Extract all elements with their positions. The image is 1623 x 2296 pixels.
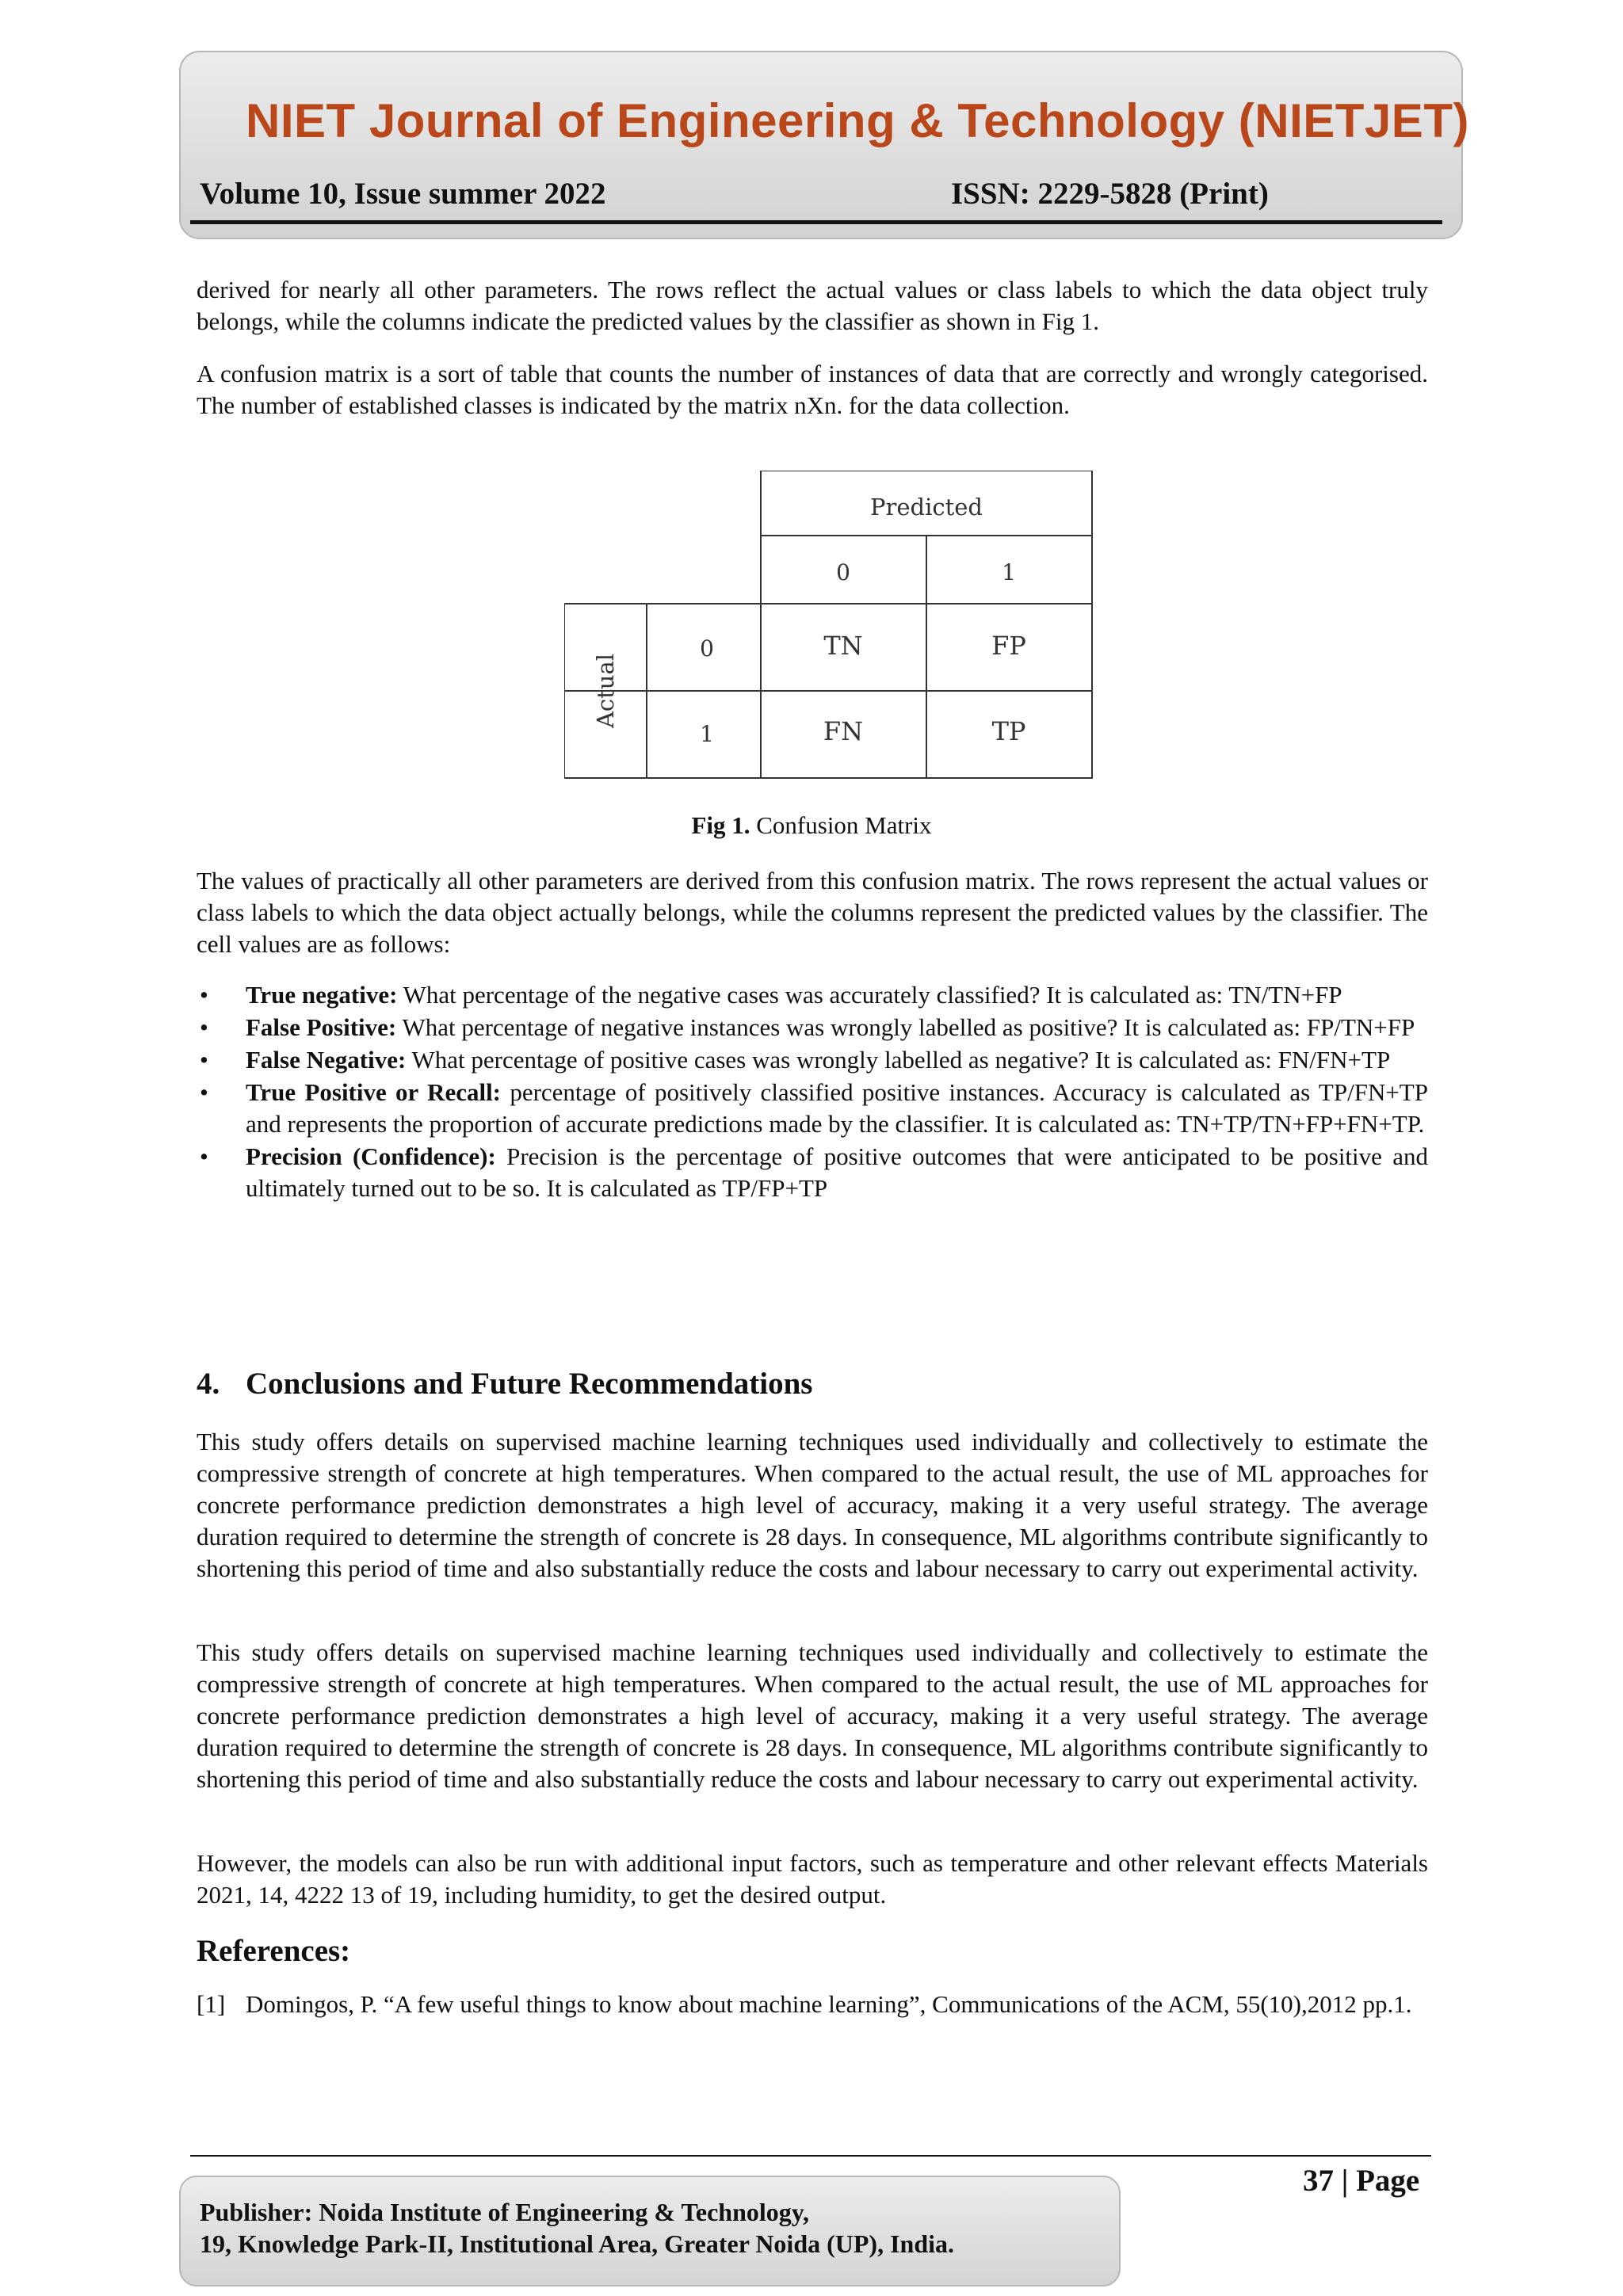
figure-caption-text: Confusion Matrix [750, 811, 932, 839]
column-header-1: 1 [1002, 559, 1016, 585]
publisher-address: 19, Knowledge Park-II, Institutional Area, Greater Noida (UP), India. [200, 2229, 955, 2258]
cell-tp: TP [991, 716, 1026, 746]
list-item-term: False Negative: [246, 1046, 407, 1074]
list-item-term: False Positive: [246, 1013, 397, 1041]
section-title: Conclusions and Future Recommendations [246, 1367, 813, 1401]
journal-title: NIET Journal of Engineering & Technology (NIETJET) [246, 94, 1469, 147]
list-item [197, 1012, 1428, 1043]
list-item-term: True negative: [246, 981, 398, 1009]
list-item-term: True Positive or Recall: [246, 1078, 502, 1106]
column-header-0: 0 [836, 559, 850, 585]
bullet-icon: • [200, 1046, 208, 1074]
section-number: 4. [197, 1367, 220, 1401]
bullet-icon: • [200, 1078, 208, 1106]
section-heading [197, 1366, 812, 1402]
footer-divider [190, 2155, 1431, 2157]
actual-label: Actual [592, 653, 619, 729]
volume-issue: Volume 10, Issue summer 2022 [200, 177, 606, 211]
list-item [197, 1141, 1428, 1204]
figure-caption-label: Fig 1. [691, 811, 750, 839]
references-heading: References: [197, 1934, 351, 1968]
list-item-text: Precision is the percentage of positive outcomes that were anticipated to be positive and ultimately turned out to be so. It is calculated as TP/FP+TP [246, 1142, 1428, 1202]
confusion-matrix-figure [564, 471, 1095, 781]
bullet-icon: • [200, 981, 208, 1009]
cell-fp: FP [991, 631, 1026, 661]
reference-number: [1] [197, 1990, 226, 2018]
list-item-text: What percentage of the negative cases was accurately classified? It is calculated as: TN/TN+FP [397, 981, 1342, 1009]
paragraph-cell-values: The values of practically all other parameters are derived from this confusion matrix. The rows represent the actual values or class labels to which the data object actually belongs, while the columns represent the predicted values by the classifier. The cell values are as follows: [197, 867, 1428, 958]
paragraph-conclusion-1: This study offers details on supervised machine learning techniques used individually and collectively to estimate the compressive strength of concrete at high temperatures. When compared to the actual result, the use of ML approaches for concrete performance prediction demonstrates a high level of accuracy, making it a very useful strategy. The average duration required to determine the strength of concrete is 28 days. In consequence, ML algorithms contribute significantly to shortening this period of time and also substantially reduce the costs and labour necessary to carry out experimental activity. [197, 1428, 1428, 1582]
list-item [197, 1044, 1428, 1076]
paragraph-intro-2: A confusion matrix is a sort of table that counts the number of instances of data that are correctly and wrongly categorised. The number of established classes is indicated by the matrix nXn. for the data collection. [197, 360, 1428, 419]
predicted-label: Predicted [870, 494, 983, 521]
cell-fn: FN [823, 716, 864, 746]
row-header-0: 0 [700, 635, 714, 662]
row-header-1: 1 [700, 721, 714, 747]
paragraph-intro-1: derived for nearly all other parameters. The rows reflect the actual values or class labels to which the data object truly belongs, while the columns indicate the predicted values by the classifier as shown in Fig 1. [197, 276, 1428, 335]
list-item [197, 979, 1428, 1011]
publisher-name: Publisher: Noida Institute of Engineering & Technology, [200, 2198, 809, 2226]
reference-text: Domingos, P. “A few useful things to know about machine learning”, Communications of the ACM, 55(10),2012 pp.1. [246, 1990, 1412, 2018]
page-number: 37 | Page [1303, 2164, 1420, 2198]
paragraph-conclusion-3: However, the models can also be run with additional input factors, such as temperature and other relevant effects Materials 2021, 14, 4222 13 of 19, including humidity, to get the desired output. [197, 1849, 1428, 1909]
bullet-icon: • [200, 1013, 208, 1041]
list-item-text: What percentage of negative instances was wrongly labelled as positive? It is calculated as: FP/TN+FP [396, 1013, 1415, 1041]
reference-item [197, 1989, 1428, 2020]
list-item-text: What percentage of positive cases was wrongly labelled as negative? It is calculated as: FN/FN+TP [406, 1046, 1391, 1074]
bullet-icon: • [200, 1142, 208, 1170]
list-item-text: percentage of positively classified positive instances. Accuracy is calculated as TP/FN+TP and represents the proportion of accurate predictions made by the classifier. It is calculated as: TN+TP/TN+FP+FN+TP. [246, 1078, 1428, 1138]
list-item-term: Precision (Confidence): [246, 1142, 496, 1170]
paragraph-conclusion-2: This study offers details on supervised machine learning techniques used individually and collectively to estimate the compressive strength of concrete at high temperatures. When compared to the actual result, the use of ML approaches for concrete performance prediction demonstrates a high level of accuracy, making it a very useful strategy. The average duration required to determine the strength of concrete is 28 days. In consequence, ML algorithms contribute significantly to shortening this period of time and also substantially reduce the costs and labour necessary to carry out experimental activity. [197, 1638, 1428, 1793]
header-divider [190, 220, 1442, 224]
cell-tn: TN [823, 631, 863, 661]
issn: ISSN: 2229-5828 (Print) [951, 177, 1269, 211]
figure-caption [0, 810, 1623, 841]
list-item [197, 1077, 1428, 1140]
metric-definitions-list [197, 979, 1428, 1205]
